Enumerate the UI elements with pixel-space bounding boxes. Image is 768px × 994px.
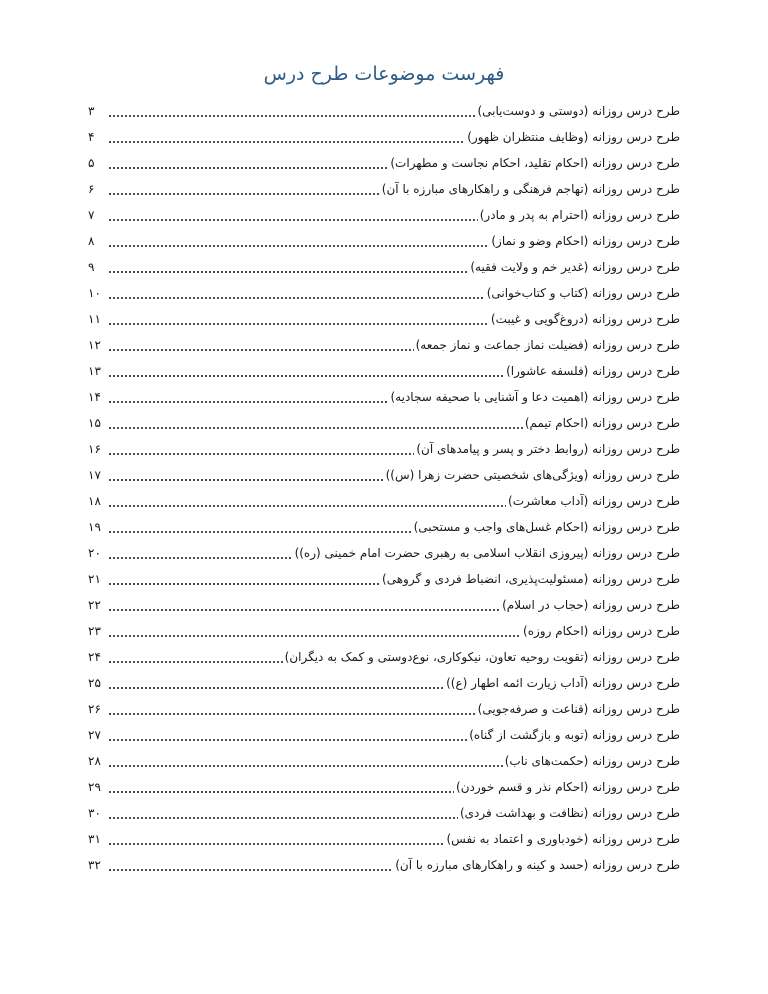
toc-entry[interactable]	[88, 254, 680, 280]
dot-leader	[108, 132, 465, 146]
dot-leader	[108, 600, 500, 614]
toc-page-number: ۲۹	[88, 780, 101, 794]
dot-leader	[108, 158, 388, 172]
dot-leader	[108, 860, 393, 874]
dot-leader	[108, 548, 293, 562]
toc-entry[interactable]	[88, 98, 680, 124]
toc-entry-title: طرح درس روزانه (احکام غسل‌های واجب و مستحبی)	[413, 520, 680, 534]
toc-page-number: ۱۰	[88, 286, 101, 300]
dot-leader	[108, 444, 414, 458]
toc-page-number: ۲۲	[88, 598, 101, 612]
toc-entry-title: طرح درس روزانه (آداب معاشرت)	[508, 494, 680, 508]
toc-page-number: ۲۷	[88, 728, 101, 742]
dot-leader	[108, 184, 380, 198]
toc-page-number: ۲۵	[88, 676, 101, 690]
dot-leader	[108, 496, 506, 510]
toc-entry[interactable]	[88, 748, 680, 774]
dot-leader	[108, 210, 478, 224]
dot-leader	[108, 522, 412, 536]
toc-entry-title: طرح درس روزانه (دوستی و دوست‌یابی)	[477, 104, 680, 118]
toc-entry[interactable]	[88, 774, 680, 800]
toc-entry[interactable]	[88, 592, 680, 618]
toc-entry[interactable]	[88, 540, 680, 566]
toc-page-number: ۱۶	[88, 442, 101, 456]
toc-entry-title: طرح درس روزانه (مسئولیت‌پذیری، انضباط فردی و گروهی)	[382, 572, 680, 586]
toc-entry-title: طرح درس روزانه (احکام تیمم)	[524, 416, 680, 430]
toc-page-number: ۳۲	[88, 858, 101, 872]
dot-leader	[108, 106, 475, 120]
toc-entry[interactable]	[88, 670, 680, 696]
toc-page-number: ۱۸	[88, 494, 101, 508]
toc-entry-title: طرح درس روزانه (احکام نذر و قسم خوردن)	[456, 780, 680, 794]
toc-entry-title: طرح درس روزانه (احکام وضو و نماز)	[491, 234, 680, 248]
toc-entry-title: طرح درس روزانه (روابط دختر و پسر و پیامدهای آن)	[416, 442, 680, 456]
toc-entry-title: طرح درس روزانه (اهمیت دعا و آشنایی با صحیفه سجادیه)	[390, 390, 680, 404]
toc-entry[interactable]	[88, 566, 680, 592]
toc-entry[interactable]	[88, 176, 680, 202]
toc-entry-title: طرح درس روزانه (توبه و بازگشت از گناه)	[469, 728, 680, 742]
toc-entry[interactable]	[88, 306, 680, 332]
toc-page-number: ۳۱	[88, 832, 101, 846]
dot-leader	[108, 782, 454, 796]
dot-leader	[108, 652, 283, 666]
toc-entry[interactable]	[88, 332, 680, 358]
dot-leader	[108, 470, 384, 484]
dot-leader	[108, 418, 523, 432]
toc-page-number: ۷	[88, 208, 95, 222]
table-of-contents	[88, 98, 680, 878]
toc-entry-title: طرح درس روزانه (قناعت و صرفه‌جویی)	[477, 702, 680, 716]
toc-entry[interactable]	[88, 436, 680, 462]
toc-entry-title: طرح درس روزانه (آداب زیارت ائمه اطهار (ع))	[446, 676, 680, 690]
toc-page-number: ۳۰	[88, 806, 101, 820]
toc-page-number: ۸	[88, 234, 95, 248]
page-title: فهرست موضوعات طرح درس	[263, 63, 505, 85]
toc-entry-title: طرح درس روزانه (وظایف منتظران ظهور)	[467, 130, 680, 144]
toc-entry-title: طرح درس روزانه (فضیلت نماز جماعت و نماز جمعه)	[415, 338, 680, 352]
dot-leader	[108, 756, 503, 770]
dot-leader	[108, 704, 476, 718]
toc-entry-title: طرح درس روزانه (حکمت‌های ناب)	[504, 754, 680, 768]
dot-leader	[108, 262, 468, 276]
toc-page-number: ۱۷	[88, 468, 101, 482]
toc-entry[interactable]	[88, 800, 680, 826]
toc-page-number: ۲۱	[88, 572, 101, 586]
toc-entry[interactable]	[88, 124, 680, 150]
dot-leader	[108, 626, 521, 640]
toc-page-number: ۱۱	[88, 312, 101, 326]
toc-entry-title: طرح درس روزانه (ویژگی‌های شخصیتی حضرت زهرا (س))	[385, 468, 680, 482]
toc-entry[interactable]	[88, 462, 680, 488]
toc-page-number: ۹	[88, 260, 95, 274]
toc-entry[interactable]	[88, 202, 680, 228]
toc-entry[interactable]	[88, 488, 680, 514]
toc-entry[interactable]	[88, 618, 680, 644]
toc-entry-title: طرح درس روزانه (تهاجم فرهنگی و راهکارهای مبارزه با آن)	[381, 182, 680, 196]
toc-page-number: ۲۸	[88, 754, 101, 768]
toc-entry-title: طرح درس روزانه (غدیر خم و ولایت فقیه)	[470, 260, 680, 274]
toc-entry-title: طرح درس روزانه (پیروزی انقلاب اسلامی به رهبری حضرت امام خمینی (ره))	[294, 546, 680, 560]
toc-page-number: ۵	[88, 156, 95, 170]
toc-page-number: ۱۳	[88, 364, 101, 378]
toc-entry[interactable]	[88, 410, 680, 436]
dot-leader	[108, 730, 467, 744]
toc-page-number: ۱۴	[88, 390, 101, 404]
toc-entry[interactable]	[88, 852, 680, 878]
toc-page-number: ۳	[88, 104, 95, 118]
toc-entry[interactable]	[88, 280, 680, 306]
toc-entry[interactable]	[88, 514, 680, 540]
toc-entry-title: طرح درس روزانه (تقویت روحیه تعاون، نیکوکاری، نوع‌دوستی و کمک به دیگران)	[284, 650, 680, 664]
toc-page-number: ۲۶	[88, 702, 101, 716]
toc-entry[interactable]	[88, 826, 680, 852]
dot-leader	[108, 340, 414, 354]
toc-entry[interactable]	[88, 722, 680, 748]
dot-leader	[108, 834, 444, 848]
toc-page-number: ۲۰	[88, 546, 101, 560]
toc-entry[interactable]	[88, 150, 680, 176]
toc-entry[interactable]	[88, 384, 680, 410]
toc-page-number: ۲۳	[88, 624, 101, 638]
toc-page-number: ۱۲	[88, 338, 101, 352]
dot-leader	[108, 288, 485, 302]
toc-entry-title: طرح درس روزانه (خودباوری و اعتماد به نفس)	[446, 832, 680, 846]
dot-leader	[108, 808, 458, 822]
dot-leader	[108, 236, 489, 250]
toc-entry-title: طرح درس روزانه (احترام به پدر و مادر)	[479, 208, 680, 222]
toc-entry[interactable]	[88, 228, 680, 254]
toc-page-number: ۲۴	[88, 650, 101, 664]
toc-entry-title: طرح درس روزانه (دروغ‌گویی و غیبت)	[490, 312, 680, 326]
toc-entry[interactable]	[88, 358, 680, 384]
dot-leader	[108, 574, 380, 588]
toc-entry-title: طرح درس روزانه (فلسفه عاشورا)	[506, 364, 680, 378]
toc-page-number: ۴	[88, 130, 95, 144]
dot-leader	[108, 392, 389, 406]
dot-leader	[108, 366, 504, 380]
toc-entry-title: طرح درس روزانه (کتاب و کتاب‌خوانی)	[486, 286, 680, 300]
dot-leader	[108, 678, 444, 692]
toc-entry-title: طرح درس روزانه (نظافت و بهداشت فردی)	[459, 806, 680, 820]
toc-entry-title: طرح درس روزانه (احکام تقلید، احکام نجاست و مطهرات)	[390, 156, 680, 170]
dot-leader	[108, 314, 489, 328]
toc-entry[interactable]	[88, 644, 680, 670]
toc-entry[interactable]	[88, 696, 680, 722]
toc-entry-title: طرح درس روزانه (حجاب در اسلام)	[502, 598, 680, 612]
toc-page-number: ۱۵	[88, 416, 101, 430]
toc-page-number: ۱۹	[88, 520, 101, 534]
toc-page-number: ۶	[88, 182, 95, 196]
toc-entry-title: طرح درس روزانه (حسد و کینه و راهکارهای مبارزه با آن)	[395, 858, 680, 872]
toc-entry-title: طرح درس روزانه (احکام روزه)	[523, 624, 680, 638]
